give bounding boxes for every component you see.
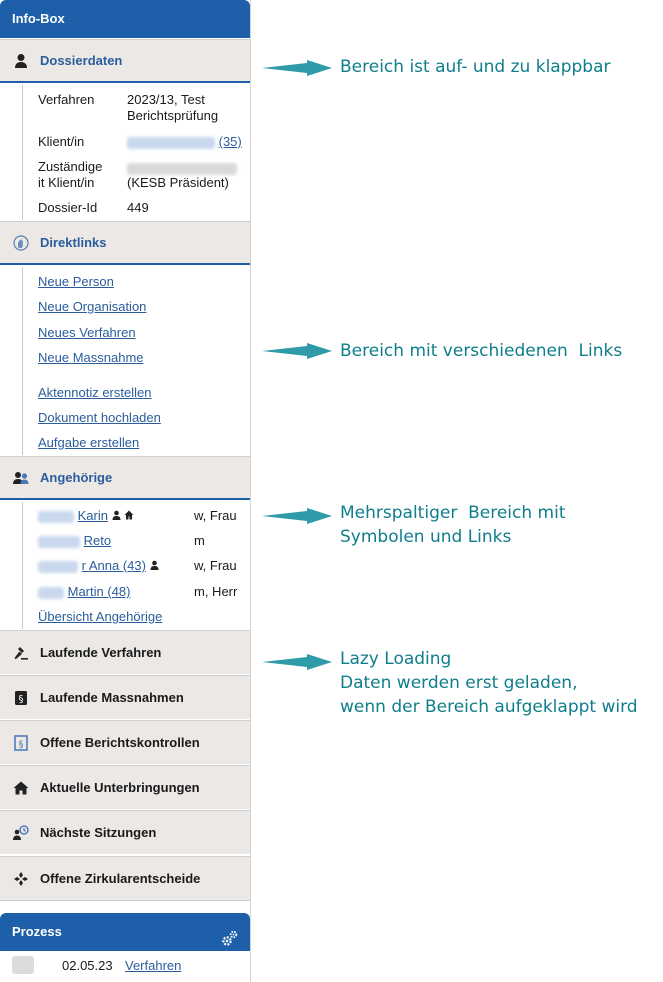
- annotation-collapsible: Bereich ist auf- und zu klappbar: [340, 57, 611, 77]
- redacted-name: [38, 587, 64, 599]
- link-neues-verfahren[interactable]: Neues Verfahren: [38, 325, 136, 340]
- link-neue-person[interactable]: Neue Person: [38, 274, 114, 289]
- relative-info: m, Herr: [194, 584, 238, 599]
- annotation-multicolumn-2: Symbolen und Links: [340, 527, 512, 547]
- home-icon: [124, 508, 134, 523]
- arrow-icon: [262, 343, 332, 359]
- redacted-name: [38, 561, 78, 573]
- process-status-box: [12, 956, 34, 974]
- section-title: Angehörige: [40, 470, 113, 485]
- redacted-name: [127, 137, 215, 149]
- link-aktennotiz[interactable]: Aktennotiz erstellen: [38, 385, 152, 400]
- dossier-label-zustaendig-2: it Klient/in: [38, 175, 95, 190]
- section-laufende-massnahmen-header[interactable]: [0, 675, 250, 719]
- process-date: 02.05.23: [62, 958, 113, 973]
- home-icon: [12, 779, 30, 797]
- info-box-title: Info-Box: [0, 0, 250, 38]
- relative-info: w, Frau: [194, 508, 237, 523]
- redacted-name: [38, 511, 74, 523]
- annotation-multicolumn-1: Mehrspaltiger Bereich mit: [340, 503, 566, 523]
- section-title: Dossierdaten: [40, 53, 123, 68]
- redacted-name: [127, 163, 237, 175]
- relative-link[interactable]: Reto: [83, 533, 112, 548]
- info-box-panel: [0, 0, 251, 982]
- annotation-lazy-2: Daten werden erst geladen,: [340, 673, 578, 693]
- relative-info: m: [194, 533, 205, 548]
- dossier-label-id: Dossier-Id: [38, 200, 98, 215]
- section-direktlinks-header[interactable]: [0, 221, 250, 265]
- section-naechste-sitzungen-header[interactable]: [0, 810, 250, 854]
- redacted-name: [38, 536, 80, 548]
- dossier-value-klient[interactable]: [127, 134, 242, 150]
- section-offene-zirkularentscheide-header[interactable]: [0, 856, 250, 901]
- dossier-value-zustaendig-2: (KESB Präsident): [127, 175, 229, 190]
- dossier-value-zustaendig: [127, 160, 237, 176]
- link-neue-organisation[interactable]: Neue Organisation: [38, 299, 147, 314]
- annotation-links: Bereich mit verschiedenen Links: [340, 341, 623, 361]
- section-title: Laufende Massnahmen: [40, 690, 184, 705]
- gears-icon[interactable]: [221, 924, 238, 962]
- person-icon: [112, 508, 121, 523]
- link-dokument-hochladen[interactable]: Dokument hochladen: [38, 410, 161, 425]
- relative-link[interactable]: Martin (48): [67, 584, 131, 599]
- dossier-label-verfahren: Verfahren: [38, 92, 95, 107]
- section-title: Laufende Verfahren: [40, 645, 162, 660]
- svg-text:§: §: [18, 739, 24, 750]
- relative-row[interactable]: [38, 558, 159, 573]
- section-title: Nächste Sitzungen: [40, 825, 157, 840]
- relative-info: w, Frau: [194, 558, 237, 573]
- dossier-value-verfahren-2: Berichtsprüfung: [127, 108, 219, 123]
- relative-row[interactable]: [38, 533, 111, 548]
- dossier-value-verfahren: 2023/13, Test: [127, 92, 205, 107]
- section-aktuelle-unterbringungen-header[interactable]: [0, 765, 250, 809]
- link-neue-massnahme[interactable]: Neue Massnahme: [38, 350, 144, 365]
- section-laufende-verfahren-header[interactable]: [0, 630, 250, 674]
- svg-text:§: §: [18, 693, 24, 705]
- section-title: Offene Berichtskontrollen: [40, 735, 200, 750]
- annotation-lazy-3: wenn der Bereich aufgeklappt wird: [340, 697, 638, 717]
- paragraph-doc-icon: [12, 689, 30, 707]
- section-title: Aktuelle Unterbringungen: [40, 780, 200, 795]
- arrow-icon: [262, 654, 332, 670]
- gavel-icon: [12, 644, 30, 662]
- relative-link[interactable]: Karin: [77, 508, 108, 523]
- section-title: Offene Zirkularentscheide: [40, 871, 201, 886]
- section-angehoerige-header[interactable]: [0, 456, 250, 500]
- relative-row[interactable]: [38, 584, 130, 599]
- arrow-icon: [262, 508, 332, 524]
- arrow-icon: [262, 60, 332, 76]
- process-link[interactable]: Verfahren: [125, 958, 182, 973]
- dossier-label-zustaendig: Zuständige: [38, 159, 103, 174]
- section-title: Direktlinks: [40, 235, 107, 250]
- relative-row[interactable]: [38, 508, 134, 523]
- prozess-header[interactable]: [0, 913, 250, 951]
- people-icon: [12, 469, 30, 487]
- annotation-lazy-1: Lazy Loading: [340, 649, 452, 669]
- relative-link[interactable]: r Anna (43): [81, 558, 146, 573]
- section-offene-berichtskontrollen-header[interactable]: [0, 720, 250, 764]
- prozess-title: Prozess: [12, 924, 62, 939]
- dossier-label-klient: Klient/in: [38, 134, 85, 149]
- report-icon: [12, 734, 30, 752]
- section-dossierdaten-header[interactable]: [0, 39, 250, 83]
- hand-icon: [12, 234, 30, 252]
- klient-link[interactable]: (35): [218, 134, 242, 149]
- link-uebersicht-angehoerige[interactable]: Übersicht Angehörige: [38, 609, 163, 624]
- link-aufgabe-erstellen[interactable]: Aufgabe erstellen: [38, 435, 140, 450]
- circular-icon: [12, 870, 30, 888]
- person-icon: [150, 558, 159, 573]
- person-icon: [12, 52, 30, 70]
- dossier-value-id: 449: [127, 200, 149, 215]
- meeting-icon: [12, 824, 30, 842]
